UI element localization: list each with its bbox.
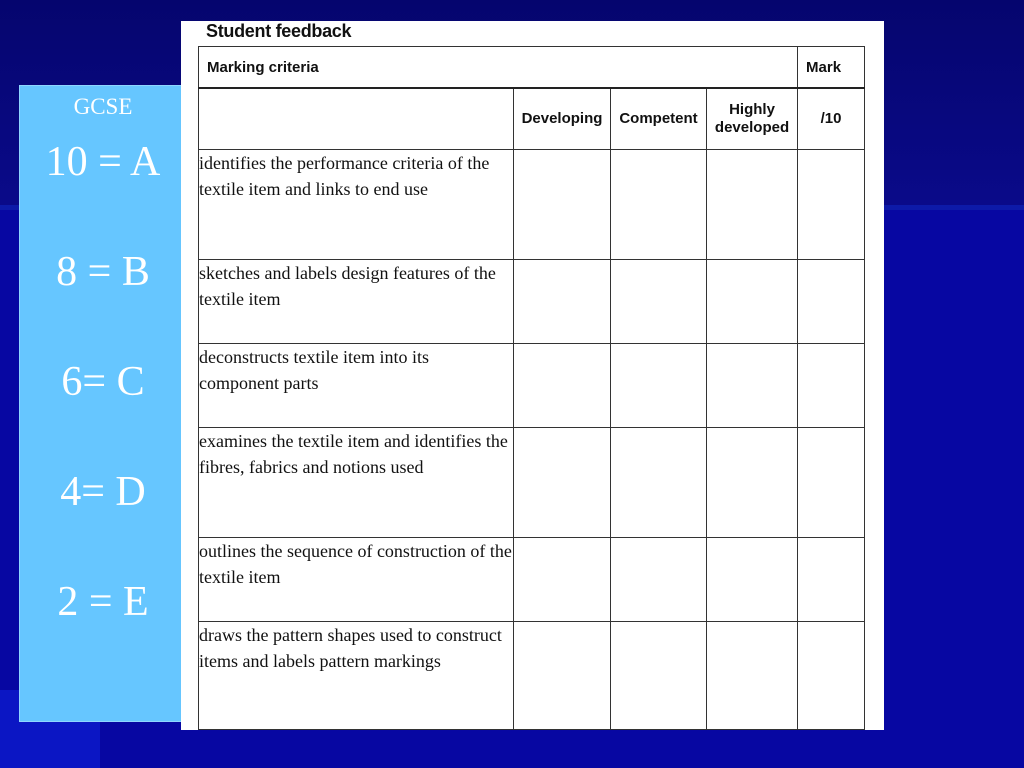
developing-cell [514, 150, 611, 260]
grade-entry: 6= C [61, 359, 145, 405]
table-row [199, 622, 865, 730]
criterion-text: examines the textile item and identifies the fibres, fabrics and notions used [199, 428, 514, 538]
mark-label: Mark [798, 47, 865, 89]
mark-cell [798, 538, 865, 622]
developing-cell [514, 344, 611, 428]
col-highly-developed: Highly developed [707, 88, 798, 150]
developing-cell [514, 538, 611, 622]
grade-entry: 10 = A [45, 139, 161, 185]
competent-cell [611, 622, 707, 730]
table-row [199, 260, 865, 344]
developing-cell [514, 428, 611, 538]
criterion-text: outlines the sequence of construction of the textile item [199, 538, 514, 622]
competent-cell [611, 428, 707, 538]
grade-entry: 4= D [60, 469, 146, 515]
grade-entry: 2 = E [57, 579, 149, 625]
table-row [199, 428, 865, 538]
competent-cell [611, 260, 707, 344]
highly-developed-cell [707, 260, 798, 344]
mark-cell [798, 428, 865, 538]
competent-cell [611, 150, 707, 260]
blank-header-cell [199, 88, 514, 150]
criterion-text: sketches and labels design features of the textile item [199, 260, 514, 344]
table-header-row [199, 47, 865, 89]
feedback-sheet [181, 21, 884, 730]
developing-cell [514, 260, 611, 344]
competent-cell [611, 344, 707, 428]
table-row [199, 344, 865, 428]
developing-cell [514, 622, 611, 730]
col-developing: Developing [514, 88, 611, 150]
col-out-of-ten: /10 [798, 88, 865, 150]
grade-scale-panel [19, 85, 189, 722]
table-row [199, 538, 865, 622]
mark-cell [798, 622, 865, 730]
grade-scale-title: GCSE [73, 94, 133, 119]
highly-developed-cell [707, 428, 798, 538]
highly-developed-cell [707, 538, 798, 622]
highly-developed-cell [707, 344, 798, 428]
criterion-text: identifies the performance criteria of the textile item and links to end use [199, 150, 514, 260]
marking-criteria-label: Marking criteria [199, 47, 798, 89]
grade-entry: 8 = B [56, 249, 150, 295]
mark-cell [798, 150, 865, 260]
table-row [199, 150, 865, 260]
criterion-text: draws the pattern shapes used to construct items and labels pattern markings [199, 622, 514, 730]
mark-cell [798, 260, 865, 344]
competent-cell [611, 538, 707, 622]
col-competent: Competent [611, 88, 707, 150]
sheet-title: Student feedback [206, 21, 352, 41]
highly-developed-cell [707, 150, 798, 260]
mark-cell [798, 344, 865, 428]
criterion-text: deconstructs textile item into its component parts [199, 344, 514, 428]
highly-developed-cell [707, 622, 798, 730]
column-header-row [199, 88, 865, 150]
marking-criteria-table [198, 46, 865, 730]
